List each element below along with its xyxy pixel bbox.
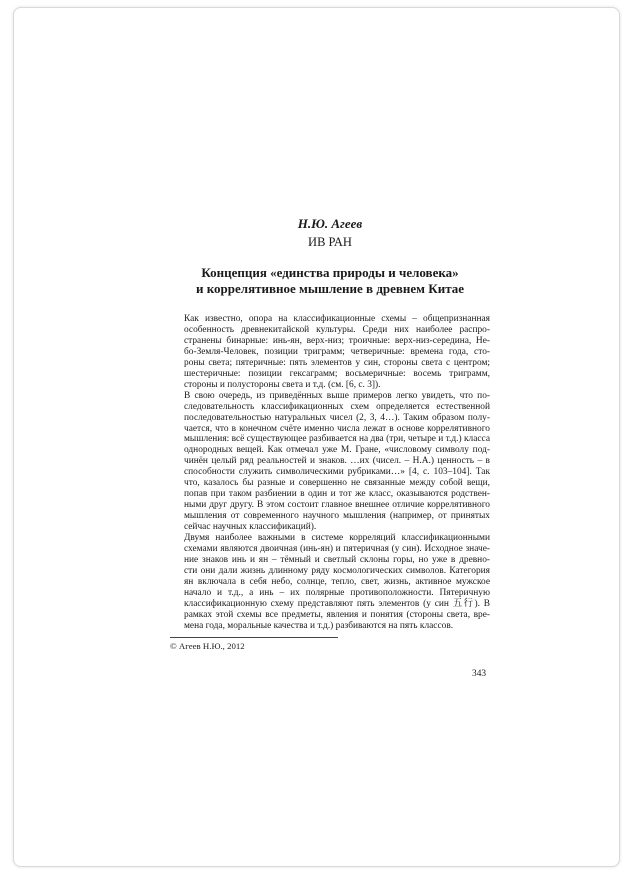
text-line: странены бинарные: инь-ян, верх-низ; троичные: верх-низ-середина, Не- — [184, 335, 490, 346]
text-line: шестеричные: позиции гексаграмм; восьмеричные: восемь триграмм, — [184, 368, 490, 379]
article-body — [170, 314, 490, 632]
title-line: Концепция «единства природы и человека» — [201, 265, 459, 280]
text-line: сти они дали жизнь длинному ряду космологических символов. Категория — [184, 565, 490, 576]
text-line: следовательность классификационных схем определяется естественной — [184, 401, 490, 412]
text-line: что, казалось бы разные и совершенно не связанные между собой вещи, — [184, 478, 490, 489]
text-line: чинён целый ряд реальностей и знаков. …их (чисел. – Н.А.) ценность – в — [184, 456, 490, 467]
copyright-notice: © Агеев Н.Ю., 2012 — [170, 640, 245, 651]
text-line: классификационную схему представляют пять элементов (у син 五行). В — [184, 598, 490, 609]
author-name: Н.Ю. Агеев — [297, 216, 363, 231]
text-line: мышления: всё существующее разбивается на два (три, четыре и т.д.) класса — [184, 434, 490, 445]
page-number: 343 — [472, 669, 487, 679]
text-line: Как известно, опора на классификационные схемы – общепризнанная — [184, 314, 490, 324]
title-line: и коррелятивное мышление в древнем Китае — [195, 280, 465, 296]
paragraph — [170, 391, 490, 533]
text-line: способности служить символическими рубриками…» [4, с. 103–104]. Так — [184, 467, 490, 478]
text-line: сейчас научных классификаций). — [184, 522, 317, 533]
article — [170, 216, 490, 652]
text-line: особенность древнекитайской культуры. Среди них наиболее распро- — [184, 324, 490, 335]
text-line: попав при таком разбиении в один и тот же класс, оказываются родствен- — [184, 489, 490, 500]
paragraph — [170, 533, 490, 632]
paragraph — [170, 314, 490, 391]
text-line: Двумя наиболее важными в системе корреляций классификационными — [184, 533, 490, 544]
text-line: ными друг другу. В этом состоит главное внешнее отличие коррелятивного — [184, 500, 490, 511]
text-line: последовательностью натуральных чисел (2, 3, 4…). Таким образом полу- — [184, 412, 490, 423]
text-line: рамках этой схемы все предметы, явления и понятия (стороны света, вре- — [184, 609, 490, 620]
text-line: В свою очередь, из приведённых выше примеров легко увидеть, что по- — [184, 390, 490, 401]
text-line: стороны и полустороны света и т.д. (см. [6, с. 3]). — [184, 379, 381, 390]
text-line: начало и т.д., а инь – их полярные противоположности. Пятеричную — [184, 587, 490, 598]
article-title — [170, 265, 490, 296]
footnote-divider — [170, 637, 338, 638]
text-line: бо-Земля-Человек, позиции триграмм; четверичные: времена года, сто- — [184, 346, 490, 357]
text-line: мена года, моральные качества и т.д.) разбиваются на пять классов. — [184, 620, 454, 631]
affiliation: ИВ РАН — [308, 235, 352, 249]
text-line: ние знаков инь и ян – тёмный и светлый склоны горы, но уже в древно- — [184, 554, 490, 565]
text-line: роны света; пятеричные: пять элементов у син, стороны света с центром; — [184, 357, 490, 368]
text-line: мышления от современного научного мышления (например, от принятых — [184, 511, 490, 522]
text-line: чается, что в конечном счёте именно числа лежат в основе коррелятивного — [184, 423, 490, 434]
text-line: ян включала в себя небо, солнце, тепло, свет, жизнь, активное мужское — [184, 576, 490, 587]
text-line: однородных вещей. Как отмечал уже М. Гране, «числовому символу под- — [184, 445, 490, 456]
text-line: схемами являются двоичная (инь-ян) и пятеричная (у син). Исходное значе- — [184, 544, 490, 555]
page-sheet — [13, 7, 620, 867]
